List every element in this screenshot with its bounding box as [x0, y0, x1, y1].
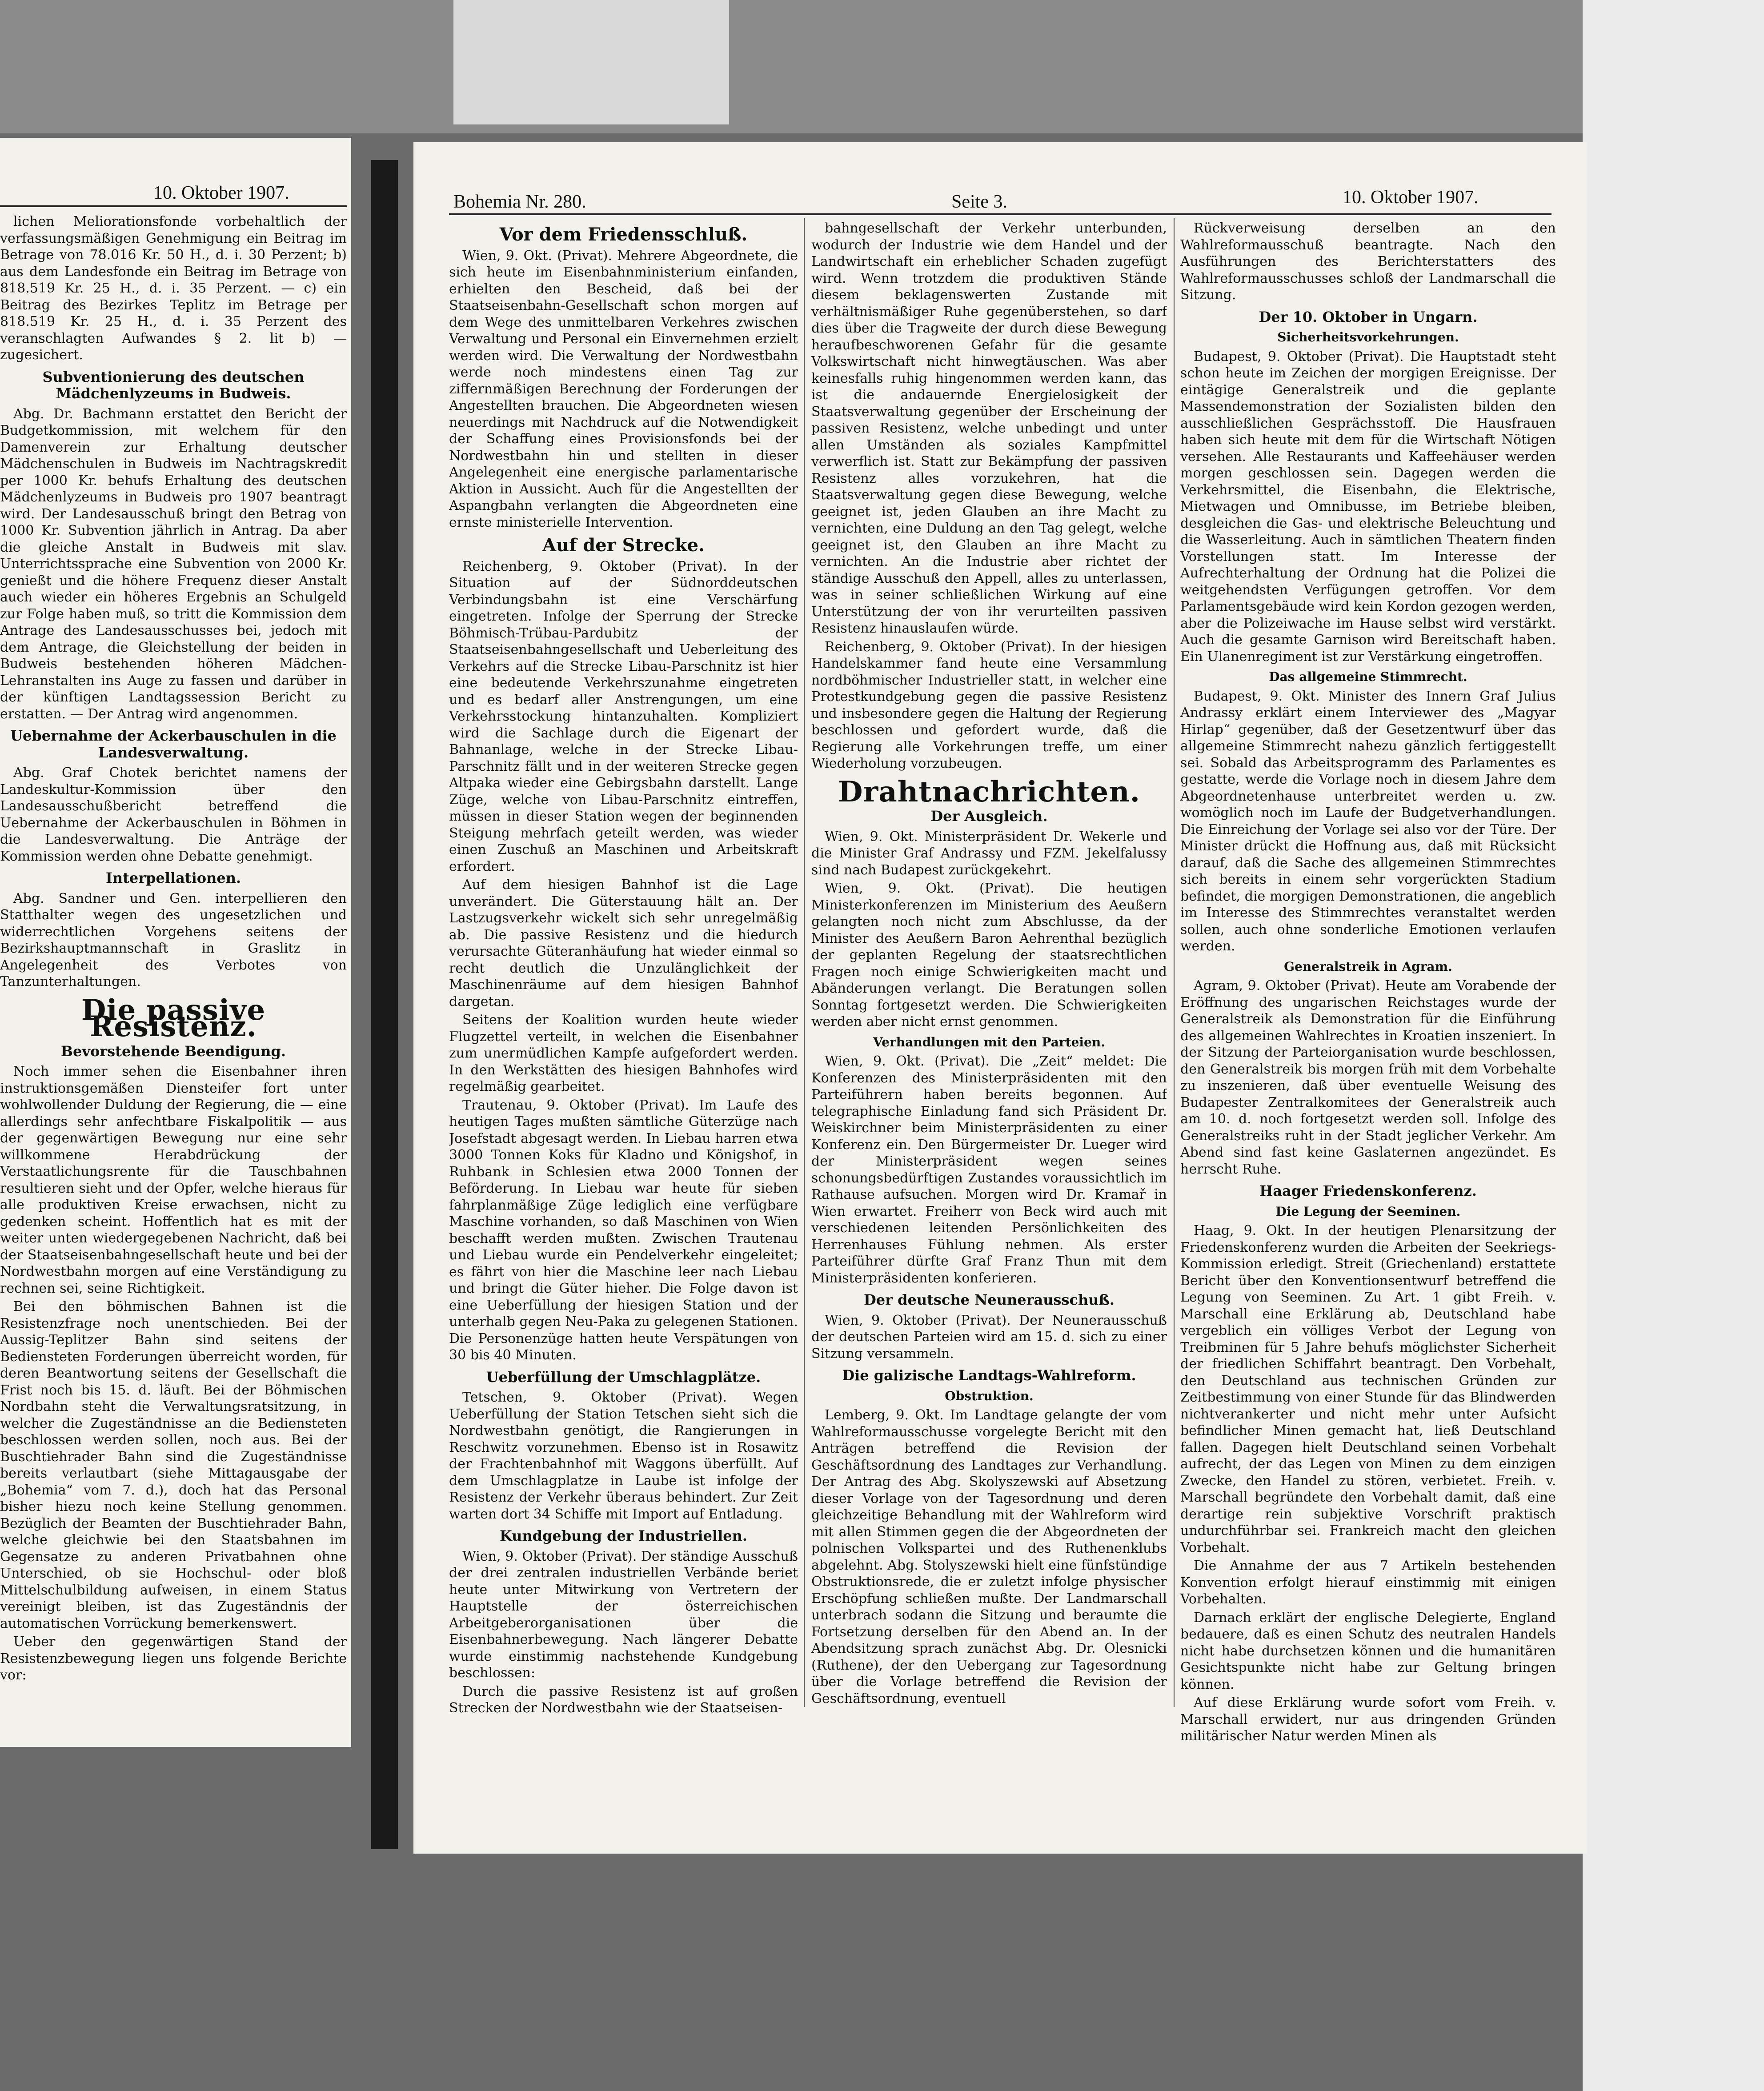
left-para-resistenz-3: Ueber den gegenwärtigen Stand der Resistenzbewegung liegen uns folgende Berichte vor: [0, 1634, 347, 1683]
para-bahngesellschaft: bahngesellschaft der Verkehr unterbunden, wodurch der Industrie wie dem Handel und der Landwirtschaft ein erheblicher Schaden zugefügt wird. Wenn trotzdem die produktiven Stände diesem beklagenswerten Zustande mit verhältnismäßiger Ruhe gegenüberstehen, so darf dies über die Tragweite der durch diese Bewegung heraufbeschworenen Gefahr für die gesamte Volkswirtschaft nicht hinwegtäuschen. Was aber keinesfalls ruhig hingenommen werden kann, das ist die andauernde Energielosigkeit der Staatsverwaltung gegenüber der Erscheinung der passiven Resistenz, welche unbedingt und unter allen Umständen als soziales Kampfmittel verwerflich ist. Statt zur Bekämpfung der passiven Resistenz alles vorzukehren, hat die Staatsverwaltung gegen diese Bewegung, welche geeignet ist, jeden Glauben an ihre Macht zu vernichten, eine Duldung an den Tag gelegt, welche geeignet ist, den Glauben an ihre Macht zu vernichten. An die Industrie aber richtet der ständige Ausschuß den Appell, alles zu unterlassen, was in seiner schließlichen Wirkung auf eine Unterstützung der von ihr verurteilten passiven Resistenz hinauslaufen würde. [811, 220, 1167, 636]
scan-background-top [0, 0, 1764, 133]
para-neunerausschuss: Wien, 9. Oktober (Privat). Der Neunerausschuß der deutschen Parteien wird am 15. d. sich zu einer Sitzung versammeln. [811, 1312, 1167, 1362]
heading-umschlagplaetze: Ueberfüllung der Umschlagplätze. [486, 1368, 761, 1386]
left-para-interpellationen: Abg. Sandner und Gen. interpellieren den Statthalter wegen des ungesetzlichen und widerrechtlichen Vorgehens seitens der Bezirkshauptmannschaft in Graslitz in Angelegenheit des Verbotes von Tanzunterhaltungen. [0, 890, 347, 989]
left-intro: lichen Meliorationsfonde vorbehaltlich der verfassungsmäßigen Genehmigung ein Beitrag im Betrage von 78.016 Kr. 50 H., d. i. 30 Perzent; b) aus dem Landesfonde ein Beitrag im Betrage von 818.519 Kr. 25 H., d. i. 35 Perzent. — c) ein Beitrag des Bezirkes Teplitz im Betrage per 818.519 Kr. 25 H., d. i. 35 Perzent des veranschlagten Aufwandes § 2. lit b) — zugesichert. [0, 214, 347, 363]
right-header-masthead: Bohemia Nr. 280. [453, 192, 586, 212]
left-heading-beendigung: Bevorstehende Beendigung. [60, 1042, 286, 1060]
heading-friedenskonferenz: Haager Friedenskonferenz. [1259, 1182, 1477, 1199]
para-wien-wekerle: Wien, 9. Okt. Ministerpräsident Dr. Wekerle und die Minister Graf Andrassy und FZM. Jekelfalussy sind nach Budapest zurückgekehrt. [811, 829, 1167, 878]
left-para-subvention: Abg. Dr. Bachmann erstattet den Bericht der Budgetkommission, mit welchem für den Damenverein zur Erhaltung deutscher Mädchenschulen in Budweis im Nachtragskredit per 1000 Kr. behufs Erhaltung des deutschen Mädchenlyzeums in Budweis pro 1907 beantragt wird. Der Landesausschuß bringt den Betrag von 1000 Kr. Subvention jährlich in Antrag. Da aber die gleiche Anstalt in Budweis mit slav. Unterrichtssprache eine Subvention von 2000 Kr. genießt und die höhere Frequenz dieser Anstalt auch wieder ein höheres Ergebnis an Schulgeld zur Folge haben muß, so tritt die Kommission dem Antrage des Landesausschusses bei, jedoch mit dem Antrage, die Gleichstellung der beiden in Budweis bestehenden höheren Mädchen-Lehranstalten ins Auge zu fassen und darüber in der künftigen Landtagssession Bericht zu erstatten. — Der Antrag wird angenommen. [0, 406, 347, 722]
para-rueckverweisung: Rückverweisung derselben an den Wahlreformausschuß beantragte. Nach den Ausführungen des Berichterstatters des Wahlreformausschusses schloß der Landmarschall die Sitzung. [1180, 220, 1556, 303]
para-koalition: Seitens der Koalition wurden heute wieder Flugzettel verteilt, in welchen die Eisenbahner zum unermüdlichen Kampfe aufgefordert werden. In den Werkstätten des hiesigen Bahnhofes wird regelmäßig gearbeitet. [449, 1012, 798, 1094]
heading-auf-der-strecke: Auf der Strecke. [542, 535, 705, 556]
heading-galizische-wahlreform: Die galizische Landtags-Wahlreform. [842, 1367, 1136, 1384]
right-header-date: 10. Oktober 1907. [1343, 187, 1479, 208]
scan-background-right [1583, 0, 1764, 2091]
right-header-page-number: Seite 3. [951, 192, 1007, 212]
left-para-resistenz-1: Noch immer sehen die Eisenbahner ihren instruktionsgemäßen Diensteifer fort unter wohlwollender Duldung der Regierung, die — eine allerdings sehr anfechtbare Fiskalpolitik — aus der gegenwärtigen Bewegung nur eine sehr willkommene Herabdrückung der Verstaatlichungsrente für die Tauschbahnen resultieren sieht und der Opfer, welche hieraus für alle produktiven Kreise erwachsen, nicht zu gedenken scheint. Hoffentlich hat es mit der weiter unten wiedergegebenen Nachricht, daß bei der Staatseisenbahngesellschaft heute und bei der Nordwestbahn morgen auf eine Verständigung zu rechnen sei, seine Richtigkeit. [0, 1064, 347, 1296]
right-header-rule [449, 213, 1552, 215]
right-column-3 [1180, 220, 1556, 1776]
heading-sicherheitsvorkehrungen: Sicherheitsvorkehrungen. [1277, 330, 1459, 344]
para-lemberg: Lemberg, 9. Okt. Im Landtage gelangte der vom Wahlreformausschusse vorgelegte Bericht mit den Anträgen betreffend die Revision der Geschäftsordnung des Landtages zur Verhandlung. Der Antrag des Abg. Skolyszewski auf Absetzung dieser Vorlage von der Tagesordnung und deren gleichzeitige Behandlung mit der Wahlreform wird mit allen Stimmen gegen die der Abgeordneten der polnischen Volkspartei und des Ruthenenklubs abgelehnt. Abg. Stolyszewski hielt eine fünfstündige Obstruktionsrede, die er zuletzt infolge physischer Erschöpfung schließen mußte. Der Landmarschall unterbrach sodann die Sitzung und beraumte die Fortsetzung derselben für den Abend an. In der Abendsitzung sprach zunächst Abg. Dr. Olesnicki (Ruthene), der den Uebergang zur Tagesordnung über die Vorlage betreffend die Revision der Geschäftsordnung, eventuell [811, 1407, 1167, 1706]
column-rule-1 [804, 218, 805, 1707]
right-column-1 [449, 220, 798, 1776]
para-tetschen: Tetschen, 9. Oktober (Privat). Wegen Ueberfüllung der Station Tetschen sieht sich die Nordwestbahn genötigt, die Rangierungen in Reschwitz vorzunehmen. Ebenso ist in Rosawitz der Frachtenbahnhof mit Waggons überfüllt. Auf dem Umschlagplatze in Laube ist infolge der Resistenz der Verkehr überaus behindert. Zur Zeit warten dort 34 Schiffe mit Import auf Entladung. [449, 1390, 798, 1522]
left-column [0, 213, 347, 1742]
left-page-date: 10. Oktober 1907. [153, 183, 289, 203]
para-england: Darnach erklärt der englische Delegierte, England bedauere, daß es einen Schutz des neutralen Handels nicht habe durchsetzen können und die humanitären Gesichtspunkte nicht habe zur Geltung bringen können. [1180, 1610, 1556, 1692]
title-drahtnachrichten: Drahtnachrichten. [838, 775, 1140, 809]
heading-seeminen: Die Legung der Seeminen. [1275, 1204, 1461, 1219]
para-budapest-andrassy: Budapest, 9. Okt. Minister des Innern Graf Julius Andrassy erklärt einem Interviewer des „Magyar Hirlap“ gegenüber, daß der Gesetzentwurf über das allgemeine Stimmrecht nahezu gänzlich fertiggestellt sei. Sobald das Arbeitsprogramm des Parlamentes es gestatte, werde die Vorlage noch in diesem Jahre dem Abgeordnetenhause unterbreitet werden u. zw. womöglich noch im Laufe der Budgetverhandlungen. Die Einreichung der Vorlage sei also vor der Türe. Der Minister drückt die Hoffnung aus, daß mit Rücksicht darauf, daß die Sache des allgemeinen Stimmrechtes sich bereits in einem sehr vorgerückten Stadium befindet, die morgigen Demonstrationen, die angeblich im Interesse des Stimmrechtes veranstaltet werden sollen, auch ohne sonderliche Emotionen verlaufen werden. [1180, 688, 1556, 954]
heading-neunerausschuss: Der deutsche Neunerausschuß. [863, 1291, 1115, 1308]
left-page [0, 138, 351, 1747]
para-agram: Agram, 9. Oktober (Privat). Heute am Vorabende der Eröffnung des ungarischen Reichstages wurde der Generalstreik als Demonstration für die Einführung des allgemeinen Wahlrechtes in Kroatien inszeniert. In der Sitzung der Parteiorganisation wurde beschlossen, den Generalstreik bis morgen früh mit dem Vorbehalte zu inszenieren, daß über eventuelle Weisung des Budapester Zentralkomitees der Generalstreik auch am 10. d. noch fortgesetzt werden soll. Infolge des Generalstreiks ruht in der Stadt jeglicher Verkehr. Am Abend sind fast keine Gaslaternen angezündet. Es herrscht Ruhe. [1180, 978, 1556, 1177]
para-zeit-meldet: Wien, 9. Okt. (Privat). Die „Zeit“ meldet: Die Konferenzen des Ministerpräsidenten mit den Parteiführern haben bereits begonnen. Auf telegraphische Einladung fand sich Präsident Dr. Weiskirchner beim Ministerpräsidenten zu einer Konferenz ein. Den Bürgermeister Dr. Lueger wird der Ministerpräsident wegen seines schonungsbedürftigen Zustandes voraussichtlich im Rathause aufsuchen. Morgen wird Dr. Kramař in Wien erwartet. Freiherr von Beck wird auch mit verschiedenen leitenden Persönlichkeiten des Herrenhauses Fühlung nehmen. Als erster Parteiführer dürfte Graf Franz Thun mit dem Ministerpräsidenten konferieren. [811, 1054, 1167, 1286]
para-haag: Haag, 9. Okt. In der heutigen Plenarsitzung der Friedenskonferenz wurden die Arbeiten der Seekriegs-Kommission erledigt. Streit (Griechenland) erstattete Bericht über den Konventionsentwurf betreffend die Legung von Seeminen. Zu Art. 1 gibt Freih. v. Marschall eine Erklärung ab, Deutschland habe vergeblich ein völliges Verbot der Legung von Treibminen für 5 Jahre behufs möglichster Sicherheit der friedlichen Schiffahrt beantragt. Den Vorbehalt, den Deutschland aus technischen Gründen zur Zeitbestimmung von einer Stunde für das Blindwerden nichtverankerter und nicht mehr unter Aufsicht befindlicher Minen gemacht hat, ließ Deutschland fallen. Dagegen hielt Deutschland seinen Vorbehalt aufrecht, der das Legen von Minen zu dem einzigen Zwecke, den Handel zu stören, verbietet. Freih. v. Marschall begründete den Vorbehalt damit, daß eine derartige rein subjektive Vorschrift praktisch undurchführbar sei. Frankreich macht den gleichen Vorbehalt. [1180, 1223, 1556, 1555]
heading-obstruktion: Obstruktion. [945, 1388, 1034, 1403]
left-title-passive-resistenz: Die passive Resistenz. [81, 993, 266, 1043]
para-marschall: Auf diese Erklärung wurde sofort vom Freih. v. Marschall erwidert, nur aus dringenden Gründen militärischer Natur werden Minen als [1180, 1695, 1556, 1744]
heading-ausgleich: Der Ausgleich. [930, 808, 1048, 825]
para-wien-abgeordnete: Wien, 9. Okt. (Privat). Mehrere Abgeordnete, die sich heute im Eisenbahnministerium einfanden, erhielten den Bescheid, daß bei der Staatseisenbahn-Gesellschaft schon morgen auf dem Wege des unmittelbaren Verkehres zwischen Verwaltung und Personal ein Einvernehmen erzielt werden wird. Die Verwaltung der Nordwestbahn werde noch mindestens einen Tag zur ziffernmäßigen Berechnung der Forderungen der Angestellten brauchen. Die Abgeordneten wiesen neuerdings mit Nachdruck auf die Notwendigkeit der Schaffung eines Provisionsfonds bei der Nordwestbahn hin und stellten in dieser Angelegenheit eine energische parlamentarische Aktion in Aussicht. Auch für die Angestellten der Aspangbahn verlangten die Abgeordneten eine ernste ministerielle Intervention. [449, 248, 798, 530]
para-ministerkonferenzen: Wien, 9. Okt. (Privat). Die heutigen Ministerkonferenzen im Ministerium des Aeußern gelangten noch nicht zum Abschlusse, da der Minister des Aeußern Baron Aehrenthal bezüglich der geplanten Regelung der staatsrechtlichen Fragen noch einige Schwierigkeiten macht und Abänderungen verlangt. Die Beratungen sollen Sonntag fortgesetzt werden. Die Schwierigkeiten werden aber nicht ernst genommen. [811, 881, 1167, 1029]
scan-background-stripe [453, 0, 729, 124]
para-budapest-hauptstadt: Budapest, 9. Oktober (Privat). Die Hauptstadt steht schon heute im Zeichen der morgigen Ereignisse. Der eintägige Generalstreik und die geplante Massendemonstration der Sozialisten bilden den ausschließlichen Gesprächsstoff. Die Hausfrauen haben sich heute mit dem für die Wirtschaft Nötigen versehen. Alle Restaurants und Kaffeehäuser werden morgen geschlossen sein. Dagegen werden die Verkehrsmittel, die Eisenbahn, die Elektrische, Mietwagen und Omnibusse, im Betriebe bleiben, desgleichen die Gas- und elektrische Beleuchtung und die Wasserleitung. Auch in sämtlichen Theatern finden Vorstellungen statt. Im Interesse der Aufrechterhaltung der Ordnung hat die Polizei die weitgehendsten Verfügungen getroffen. Vor dem Parlamentsgebäude wird kein Kordon gezogen werden, aber die Polizeiwache im Hause selbst wird verstärkt. Auch die gesamte Garnison wird Bereitschaft haben. Ein Ulanenregiment ist zur Verstärkung eingetroffen. [1180, 348, 1556, 665]
right-column-2 [811, 220, 1167, 1776]
left-header-rule [0, 205, 347, 207]
para-reichenberg: Reichenberg, 9. Oktober (Privat). In der Situation auf der Südnorddeutschen Verbindungsbahn ist eine Verschärfung eingetreten. Infolge der Sperrung der Strecke Böhmisch-Trübau-Pardubitz der Staatseisenbahngesellschaft und Ueberleitung des Verkehrs auf die Strecke Libau-Parschnitz ist hier eine bedeutende Verkehrszunahme eingetreten und es bedarf aller Anstrengungen, um eine Verkehrsstockung hintanzuhalten. Kompliziert wird die Sachlage durch die Eigenart der Bahnanlage, welche in der Strecke Libau-Parschnitz fällt und in der weiteren Strecke gegen Altpaka wieder eine Gebirgsbahn darstellt. Lange Züge, welche von Libau-Parschnitz eintreffen, müssen in dieser Station wegen der beginnenden Steigung mehrfach geteilt werden, was wieder einen Zuschuß an Maschinen und Arbeitskraft erfordert. [449, 558, 798, 874]
left-para-ackerbau: Abg. Graf Chotek berichtet namens der Landeskultur-Kommission über den Landesausschußbericht betreffend die Uebernahme der Ackerbauschulen in Böhmen in die Landesverwaltung. Die Anträge der Kommission werden ohne Debatte genehmigt. [0, 765, 347, 864]
heading-verhandlungen: Verhandlungen mit den Parteien. [873, 1034, 1105, 1050]
para-trautenau: Trautenau, 9. Oktober (Privat). Im Laufe des heutigen Tages mußten sämtliche Güterzüge nach Josefstadt abgesagt werden. In Liebau harren etwa 3000 Tonnen Koks für Kladno und Königshof, in Ruhbank in Schlesien etwa 2000 Tonnen der Beförderung. In Liebau war heute für sieben fahrplanmäßige Züge lediglich eine verfügbare Maschine vorhanden, so daß Maschinen von Wien beschafft werden mußten. Zwischen Trautenau und Liebau wurde ein Pendelverkehr eingeleitet; es fährt von hier die Maschine leer nach Liebau und bringt die Güter hieher. Die Folge davon ist eine Ueberfüllung der hiesigen Station und der unterhalb gegen Neu-Paka zu gelegenen Stationen. Die Personenzüge hatten heute Verspätungen von 30 bis 40 Minuten. [449, 1097, 798, 1363]
para-reichenberg-handelskammer: Reichenberg, 9. Oktober (Privat). In der hiesigen Handelskammer fand heute eine Versammlung nordböhmischer Industrieller statt, in welcher eine Protestkundgebung gegen die passive Resistenz und insbesondere gegen die Haltung der Regierung beschlossen und gefordert wurde, daß die Regierung alle Vorkehrungen treffe, um einer Wiederholung vorzubeugen. [811, 639, 1167, 771]
left-heading-ackerbau: Uebernahme der Ackerbauschulen in die Landesverwaltung. [10, 727, 337, 761]
book-gutter [371, 160, 398, 1849]
para-annahme: Die Annahme der aus 7 Artikeln bestehenden Konvention erfolgt hierauf einstimmig mit einigen Vorbehalten. [1180, 1558, 1556, 1607]
left-para-resistenz-2: Bei den böhmischen Bahnen ist die Resistenzfrage noch unentschieden. Bei der Aussig-Teplitzer Bahn sind seitens der Bediensteten Forderungen überreicht worden, für deren Beantwortung seitens der Gesellschaft die Frist noch bis 15. d. läuft. Bei der Böhmischen Nordbahn steht die Verwaltungsratsitzung, in welcher die Zugeständnisse an die Bediensteten beschlossen werden sollen, noch aus. Bei der Buschtiehrader Bahn sind die Zugeständnisse bereits verlautbart (siehe Mittagausgabe der „Bohemia“ vom 7. d.), doch hat das Personal bisher hiezu noch keine Stellung genommen. Bezüglich der Beamten der Buschtiehrader Bahn, welche gleichwie bei den Staatsbahnen im Gegensatze zu anderen Privatbahnen ohne Unterschied, ob sie Hochschul- oder bloß Mittelschulbildung aufweisen, in einem Status vereinigt bleiben, ist das Zugeständnis der automatischen Vorrückung bemerkenswert. [0, 1299, 347, 1631]
para-kundgebung-2: Durch die passive Resistenz ist auf großen Strecken der Nordwestbahn wie der Staatseisen- [449, 1683, 798, 1716]
heading-oktober-ungarn: Der 10. Oktober in Ungarn. [1259, 308, 1478, 325]
left-heading-subvention: Subventionierung des deutschen Mädchenlyzeums in Budweis. [42, 368, 305, 402]
left-heading-interpellationen: Interpellationen. [105, 869, 241, 886]
heading-generalstreik-agram: Generalstreik in Agram. [1284, 959, 1452, 974]
heading-stimmrecht: Das allgemeine Stimmrecht. [1269, 669, 1467, 684]
column-rule-2 [1174, 218, 1175, 1707]
para-bahnhof-lage: Auf dem hiesigen Bahnhof ist die Lage unverändert. Die Güterstauung hält an. Der Lastzugsverkehr wickelt sich sehr unregelmäßig ab. Die passive Resistenz und die hiedurch verursachte Güteranhäufung hat wieder einmal so recht deutlich die Unzulänglichkeit der Maschinenräume auf dem hiesigen Bahnhof dargetan. [449, 877, 798, 1009]
right-page [413, 142, 1587, 1854]
heading-friedensschluss: Vor dem Friedensschluß. [499, 224, 748, 245]
para-kundgebung: Wien, 9. Oktober (Privat). Der ständige Ausschuß der drei zentralen industriellen Verbände beriet heute unter Mitwirkung von Vertretern der Hauptstelle der österreichischen Arbeitgeberorganisationen über die Eisenbahnerbewegung. Nach längerer Debatte wurde einstimmig nachstehende Kundgebung beschlossen: [449, 1548, 798, 1681]
heading-industriellen: Kundgebung der Industriellen. [499, 1527, 748, 1544]
